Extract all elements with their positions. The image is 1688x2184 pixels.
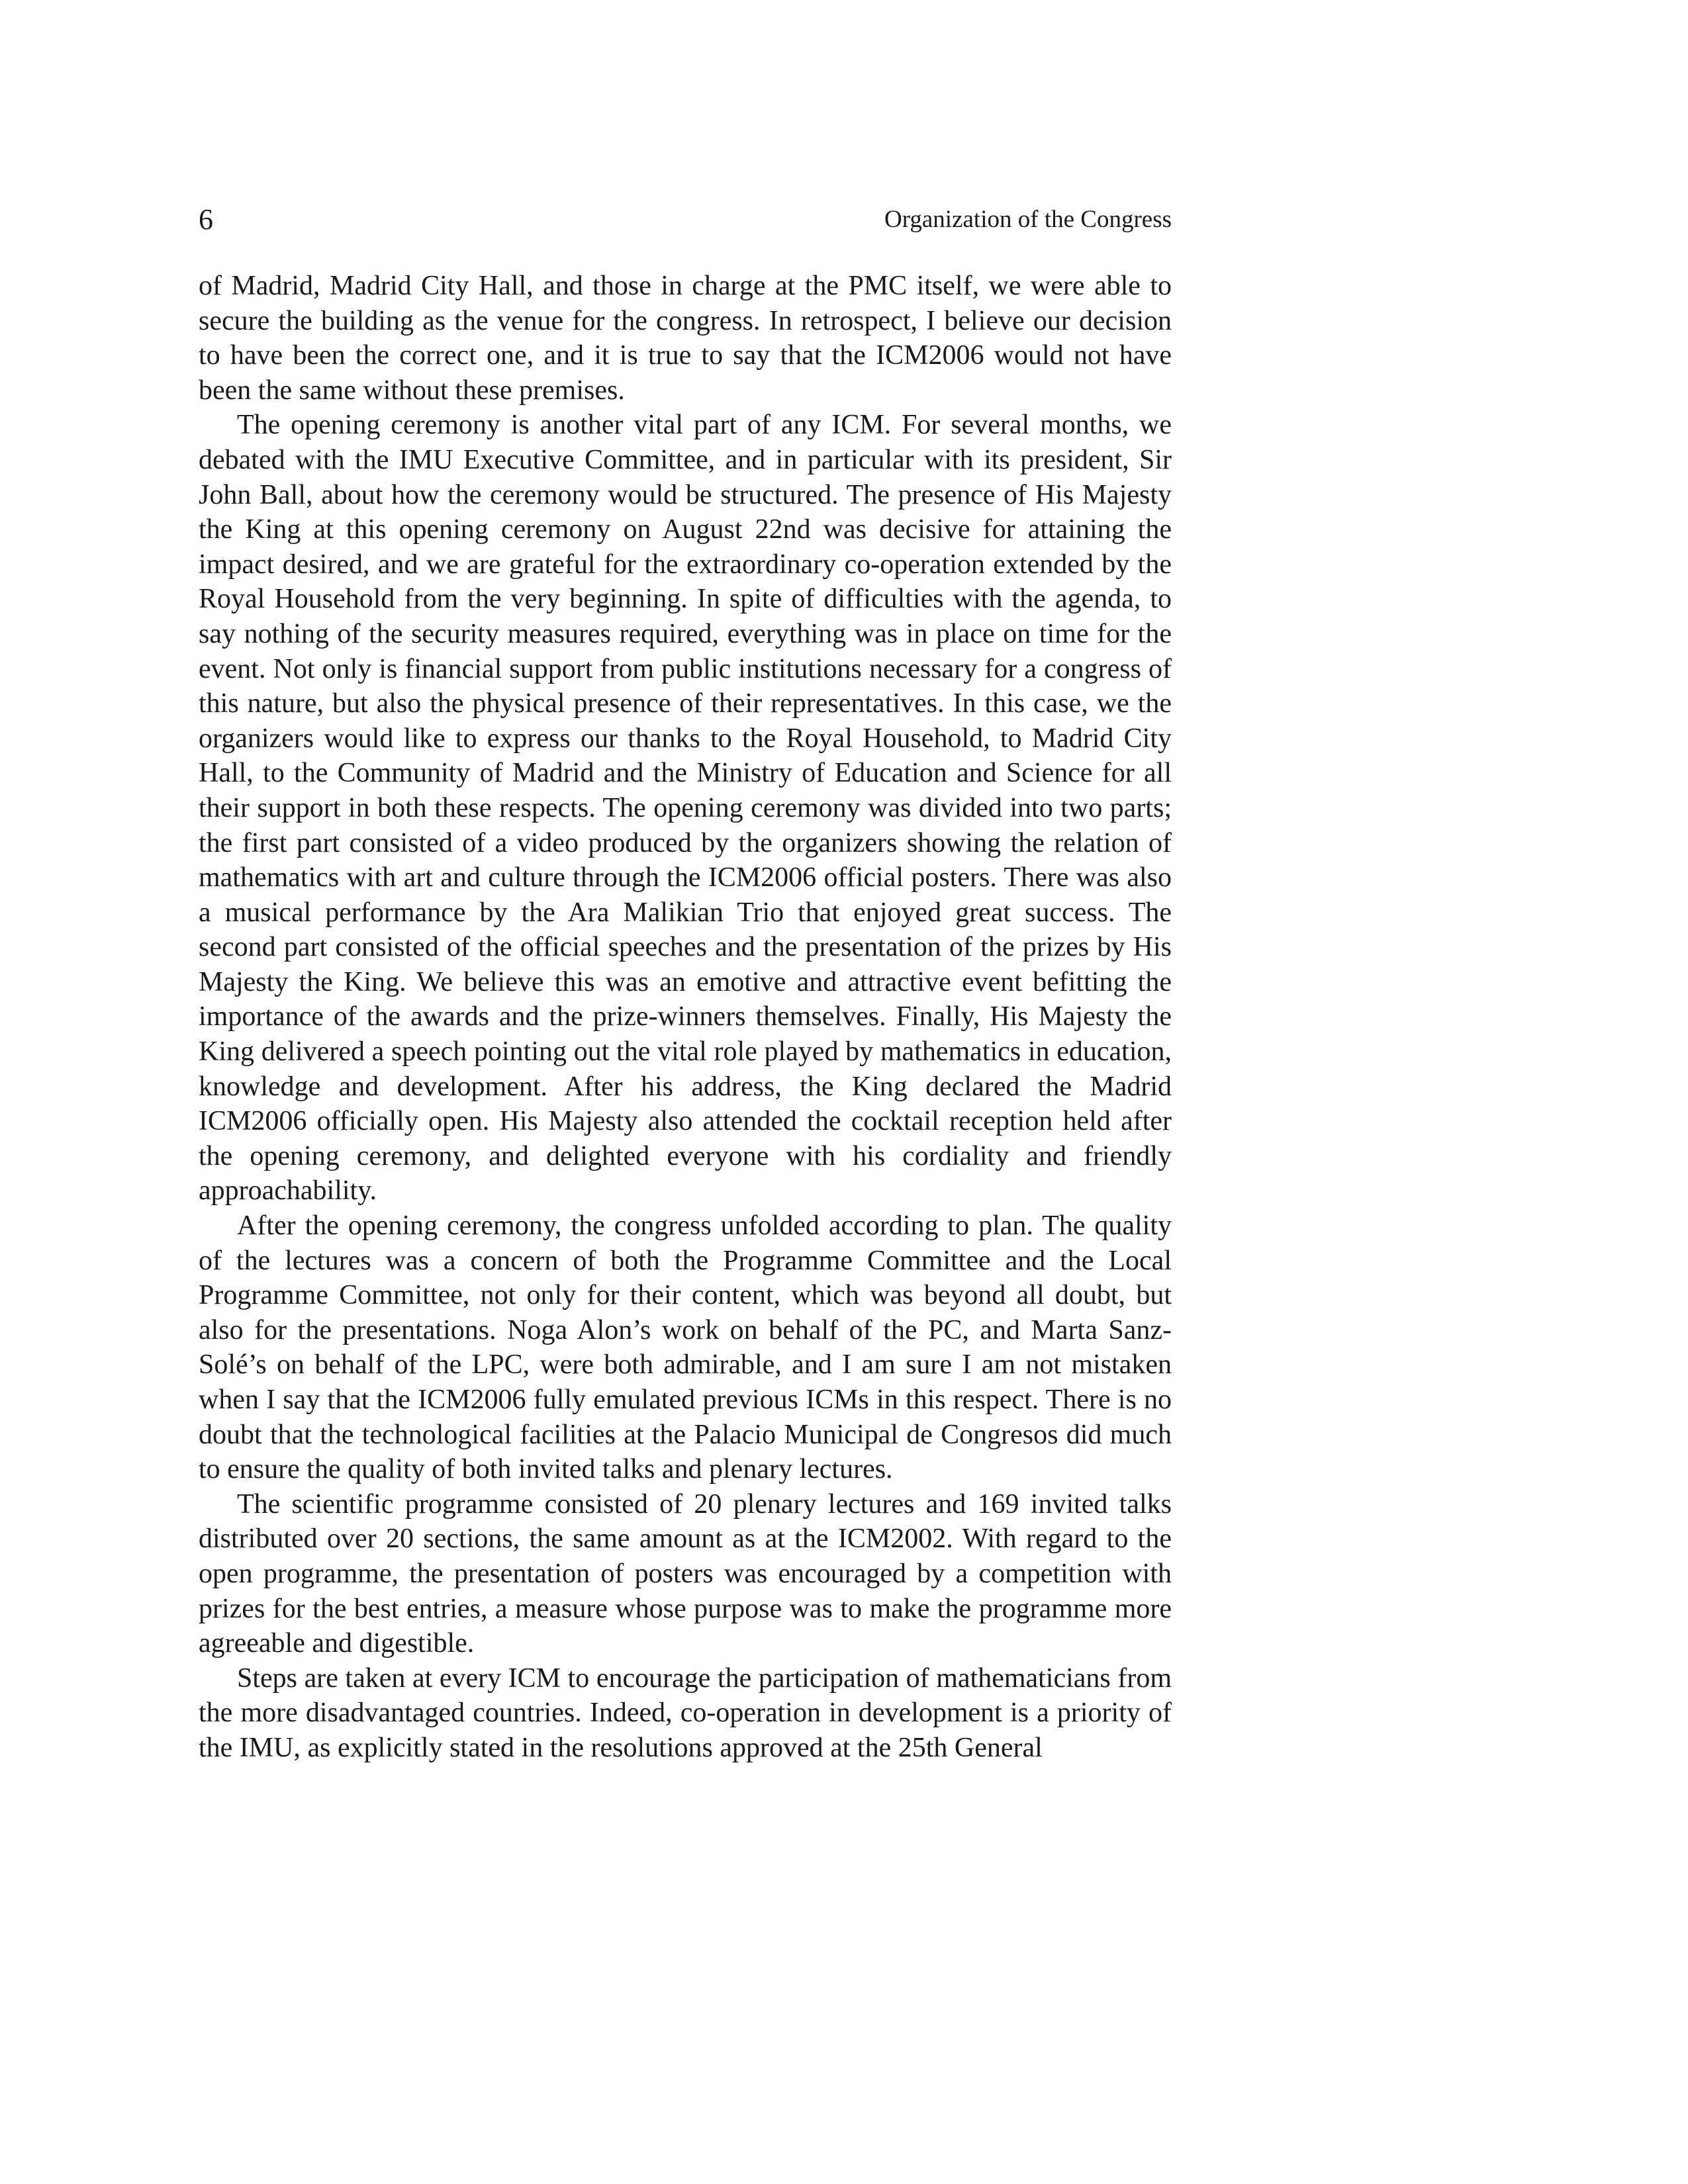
page-header: [199, 200, 1172, 240]
paragraph-scientific-programme: The scientific programme consisted of 20 plenary lectures and 169 invited talks distributed over 20 sections, the same amount as at the ICM2002. With regard to the open programme, the presentation of posters was encouraged by a competition with prizes for the best entries, a measure whose purpose was to make the programme more agreeable and digestible.: [199, 1488, 1172, 1659]
paragraph-participation: Steps are taken at every ICM to encourage the participation of mathematicians from the more disadvantaged countries. Indeed, co-operation in development is a priority of the IMU, as explicitly stated in the resolutions approved at the 25th General: [199, 1662, 1172, 1763]
running-title: Organization of the Congress: [884, 206, 1172, 233]
paragraph-congress-unfolded: After the opening ceremony, the congress unfolded according to plan. The quality of the lectures was a concern of both the Programme Committee and the Local Programme Committee, not only for their content, which was beyond all doubt, but also for the presentations. Noga Alon’s work on behalf of the PC, and Marta Sanz-Solé’s on behalf of the LPC, were both admirable, and I am sure I am not mistaken when I say that the ICM2006 fully emulated previous ICMs in this respect. There is no doubt that the technological facilities at the Palacio Municipal de Congresos did much to ensure the quality of both invited talks and plenary lectures.: [199, 1210, 1172, 1485]
paragraph-continuation: of Madrid, Madrid City Hall, and those in charge at the PMC itself, we were able to secure the building as the venue for the congress. In retrospect, I believe our decision to have been the correct one, and it is true to say that the ICM2006 would not have been the same without these premises.: [199, 271, 1172, 406]
page-number: 6: [199, 203, 213, 236]
paragraph-opening-ceremony: The opening ceremony is another vital part of any ICM. For several months, we debated with the IMU Executive Committee, and in particular with its president, Sir John Ball, about how the ceremony would be structured. The presence of His Majesty the King at this opening ceremony on August 22nd was decisive for attaining the impact desired, and we are grateful for the extraordinary co-operation extended by the Royal Household from the very beginning. In spite of difficulties with the agenda, to say nothing of the security measures required, everything was in place on time for the event. Not only is financial support from public institutions necessary for a congress of this nature, but also the physical presence of their representatives. In this case, we the organizers would like to express our thanks to the Royal Household, to Madrid City Hall, to the Community of Madrid and the Ministry of Education and Science for all their support in both these respects. The opening ceremony was divided into two parts; the first part consisted of a video produced by the organizers showing the relation of mathematics with art and culture through the ICM2006 official posters. There was also a musical performance by the Ara Malikian Trio that enjoyed great success. The second part consisted of the official speeches and the presentation of the prizes by His Majesty the King. We believe this was an emotive and attractive event befitting the importance of the awards and the prize-winners themselves. Finally, His Majesty the King delivered a speech pointing out the vital role played by mathematics in education, knowledge and development. After his address, the King declared the Madrid ICM2006 officially open. His Majesty also attended the cocktail reception held after the opening ceremony, and delighted everyone with his cordiality and friendly approachability.: [199, 410, 1172, 1206]
body-text: [199, 269, 1172, 1766]
